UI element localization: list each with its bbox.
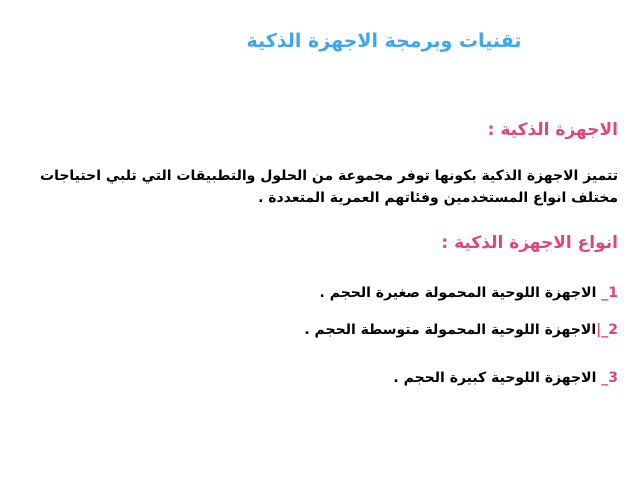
list-item-number: 1_: [601, 285, 618, 301]
list-item-number: 2_|: [596, 322, 618, 338]
section-heading-smart-devices: الاجهزة الذكية :: [487, 120, 618, 140]
slide-title: تقنيات وبرمجة الاجهزة الذكية: [246, 30, 522, 52]
list-item-text: الاجهزة اللوحية المحمولة متوسطة الحجم .: [304, 322, 597, 338]
list-item-number: 3_: [601, 370, 618, 386]
list-item: [320, 285, 618, 301]
list-item: [393, 370, 618, 386]
section-heading-device-types: انواع الاجهزة الذكية :: [441, 233, 618, 253]
list-item-text: الاجهزة اللوحية كبيرة الحجم .: [393, 370, 602, 386]
list-item-text: الاجهزة اللوحية المحمولة صغيرة الحجم .: [319, 285, 602, 301]
section-paragraph: تتميز الاجهزة الذكية بكونها توفر مجموعة من الحلول والتطبيقات التي تلبي احتياجات مختلف انواع المستخدمين وفئاتهم العمرية المتعددة .: [40, 168, 618, 206]
list-item: [304, 322, 618, 338]
